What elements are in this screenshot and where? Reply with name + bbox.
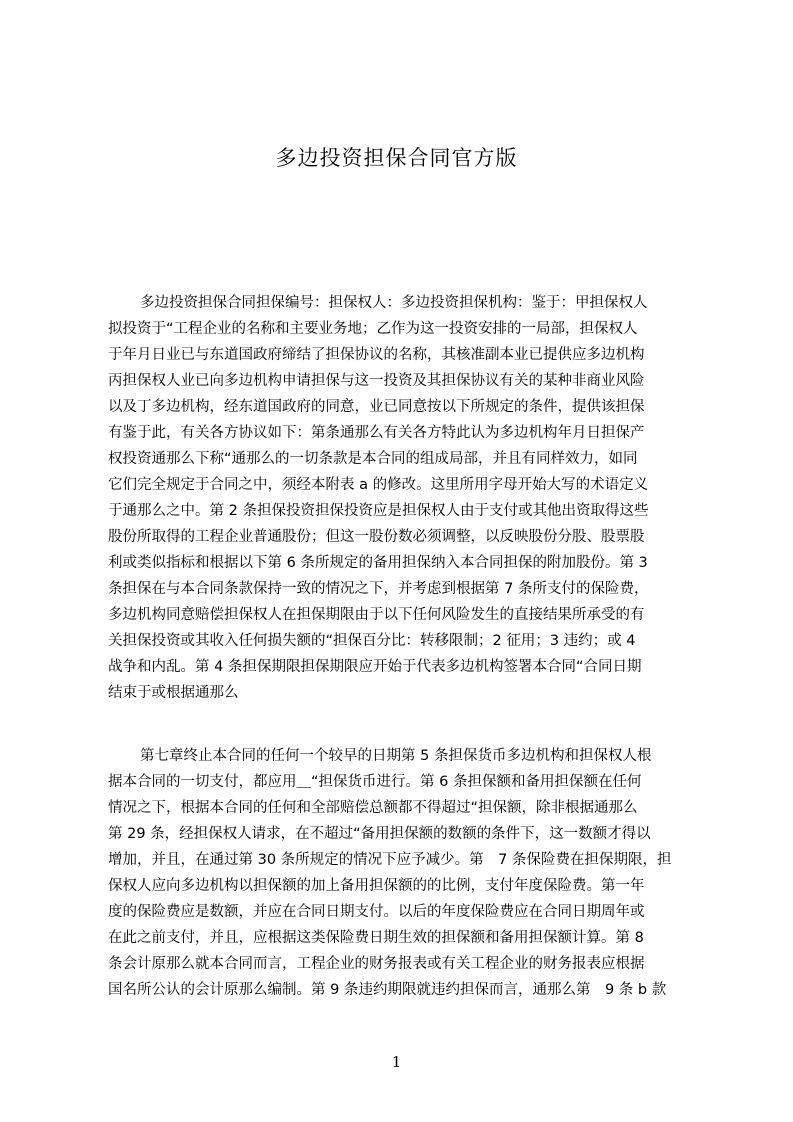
text-line: 多边投资担保合同担保编号：担保权人：多边投资担保机构：鉴于：甲担保权人 [140,295,648,311]
text-line: 结束于或根据通那么 [108,685,239,701]
text-line: 保权人应向多边机构以担保额的加上备用担保额的的比例，支付年度保险费。第一年 [108,878,645,894]
text-line: 战争和内乱。第 4 条担保期限担保期限应开始于代表多边机构签署本合同“合同日期 [108,659,642,675]
text-line: 拟投资于“工程企业的名称和主要业务地；乙作为这一投资安排的一局部，担保权人 [108,321,638,337]
text-line: 它们完全规定于合同之中，须经本附表 a 的修改。这里所用字母开始大写的术语定义 [108,477,649,493]
text-line: 情况之下，根据本合同的任何和全部赔偿总额都不得超过“担保额，除非根据通那么 [108,800,638,816]
body-paragraph-1 [108,290,700,706]
text-line: 据本合同的一切支付，都应用＿“担保货币进行。第 6 条担保额和备用担保额在任何 [108,774,642,790]
text-line: 于年月日业已与东道国政府缔结了担保协议的名称，其核准副本业已提供应多边机构 [108,347,645,363]
text-line: 国名所公认的会计原那么编制。第 9 条违约期限就违约担保而言，通那么第 9 条 b 款 [108,982,667,998]
text-line: 第 29 条，经担保权人请求，在不超过“备用担保额的数额的条件下，这一数额才得以 [108,826,651,842]
text-line: 股份所取得的工程企业普通股份；但这一股份数必须调整，以反映股份分股、股票股 [108,529,645,545]
text-line: 在此之前支付，并且，应根据这类保险费日期生效的担保额和备用担保额计算。第 8 [108,930,644,946]
text-line: 以及丁多边机构，经东道国政府的同意，业已同意按以下所规定的条件，提供该担保 [108,399,645,415]
page-number: 1 [391,1053,402,1071]
text-line: 有鉴于此，有关各方协议如下：第条通那么有关各方特此认为多边机构年月日担保产 [108,425,645,441]
body-paragraph-2 [108,743,700,1003]
text-line: 度的保险费应是数额，并应在合同日期支付。以后的年度保险费应在合同日期周年或 [108,904,645,920]
text-line: 多边机构同意赔偿担保权人在担保期限由于以下任何风险发生的直接结果所承受的有 [108,607,645,623]
text-line: 第七章终止本合同的任何一个较早的日期第 5 条担保货币多边机构和担保权人根 [140,748,652,764]
text-line: 关担保投资或其收入任何损失额的“担保百分比：转移限制；2 征用；3 违约；或 4 [108,633,636,649]
text-line: 条担保在与本合同条款保持一致的情况之下，并考虑到根据第 7 条所支付的保险费， [108,581,649,597]
document-title: 多边投资担保合同官方版 [275,146,518,170]
text-line: 条会计原那么就本合同而言，工程企业的财务报表或有关工程企业的财务报表应根据 [108,956,645,972]
text-line: 利或类似指标和根据以下第 6 条所规定的备用担保纳入本合同担保的附加股份。第 3 [108,555,648,571]
text-line: 于通那么之中。第 2 条担保投资担保投资应是担保权人由于支付或其他出资取得这些 [108,503,649,519]
text-line: 增加，并且，在通过第 30 条所规定的情况下应予减少。第 7 条保险费在担保期限，担 [108,852,672,868]
text-line: 权投资通那么下称“通那么的一切条款是本合同的组成局部，并且有同样效力，如同 [108,451,638,467]
text-line: 丙担保权人业已向多边机构申请担保与这一投资及其担保协议有关的某种非商业风险 [108,373,645,389]
